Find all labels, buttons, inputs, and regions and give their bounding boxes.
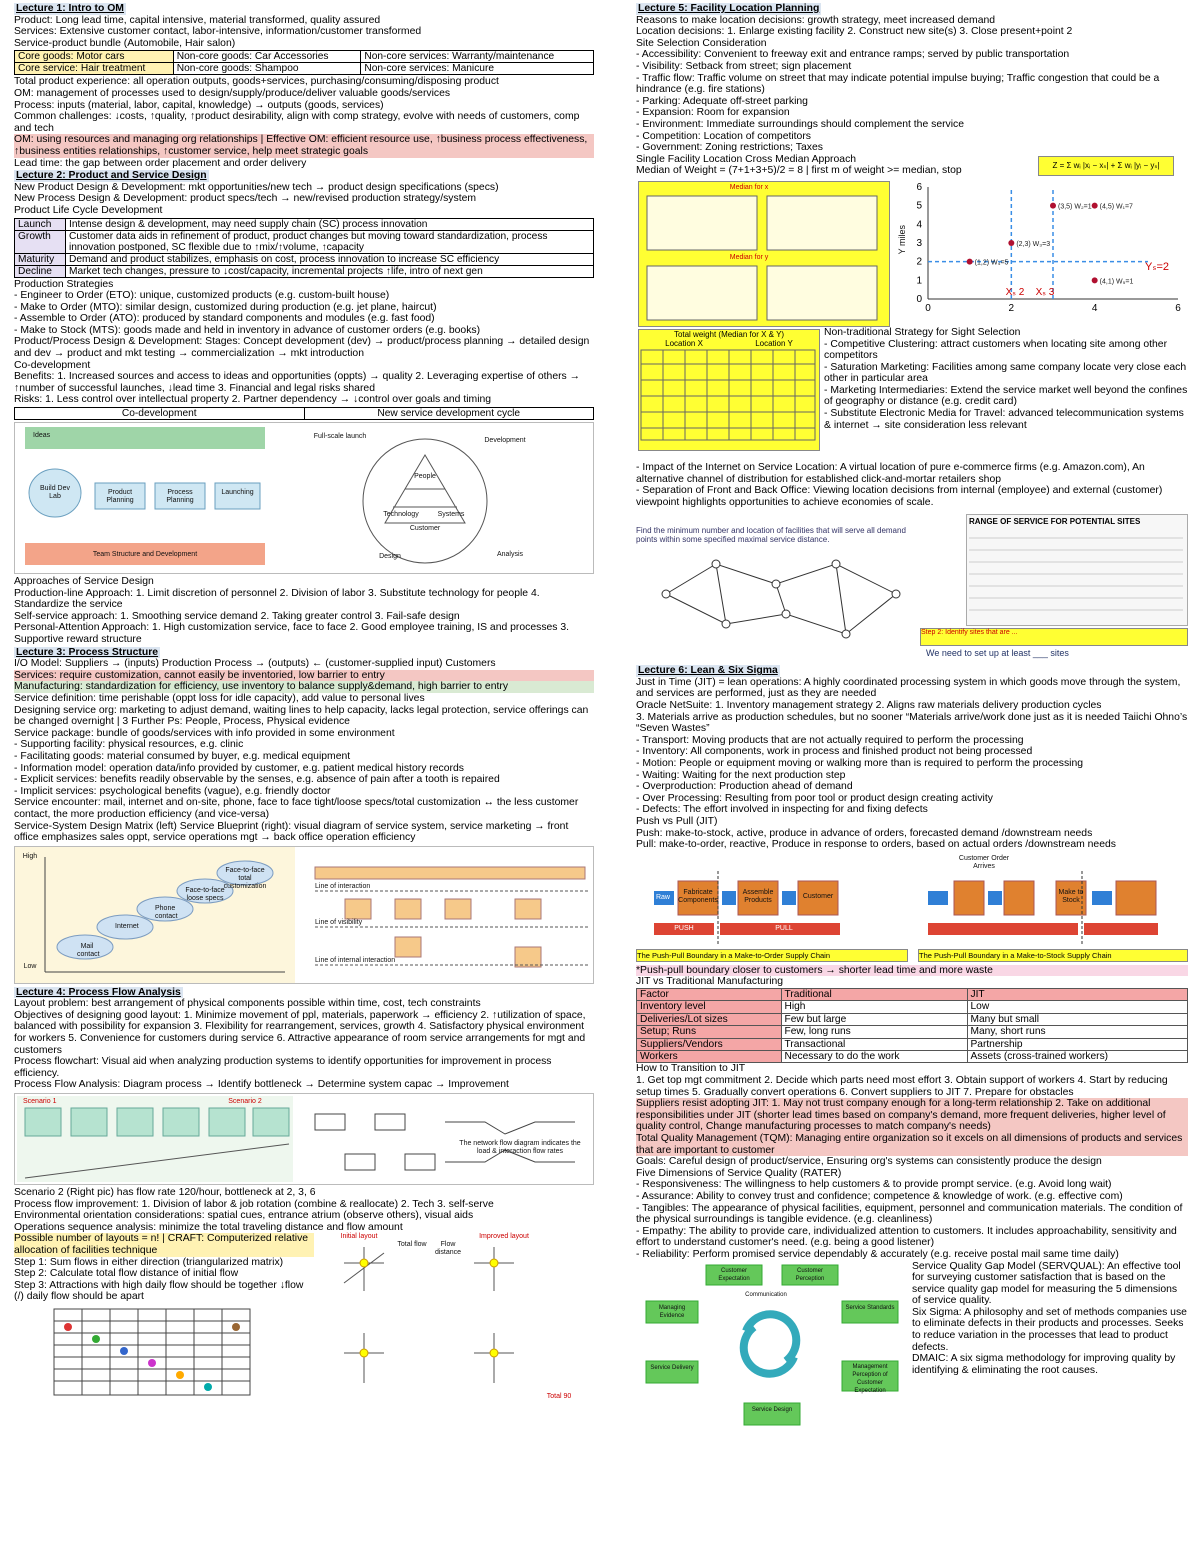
highlight-marks	[360, 1259, 498, 1357]
median-y-label: Median for y	[729, 253, 769, 261]
table-cell: Non-core goods: Car Accessories	[173, 51, 361, 63]
range-title: RANGE OF SERVICE FOR POTENTIAL SITES	[969, 517, 1141, 527]
table-row	[637, 1051, 1188, 1063]
weight-table	[638, 329, 820, 451]
gap-boxes	[646, 1265, 898, 1425]
table-cell: JIT	[967, 988, 1188, 1000]
text-line: Risks: 1. Less control over intellectual property 2. Partner dependency → ↓control over goals and timing	[14, 394, 492, 406]
fig-label: Improved layout	[479, 1233, 529, 1241]
table-cell: Partnership	[967, 1038, 1188, 1050]
fig-label: Scenario 1	[23, 1098, 57, 1106]
table-cell: Location Y	[755, 338, 793, 348]
fig-label: Product Planning	[106, 489, 134, 505]
text-line: - Over Processing: Resulting from poor tool or product design creating activity	[636, 792, 993, 804]
text-line: - Facilitating goods: material consumed by buyer, e.g. medical equipment	[14, 750, 351, 762]
flow-diagram	[15, 1094, 594, 1184]
fig-label: Customer Perception	[795, 1267, 825, 1282]
cycle-arrow	[744, 1327, 794, 1374]
table-row	[637, 1001, 1188, 1013]
plot-xline-label: Xₛ 3	[1035, 286, 1055, 298]
fig-label: Phone contact	[155, 904, 178, 920]
layout-diagram	[344, 1247, 514, 1383]
text-line: Total Quality Management (TQM): Managing entire organization so it excels on all dimensions of products and services that are important to customer	[636, 1133, 1188, 1156]
text-line: Process flowchart: Visual aid when analyzing production systems to identify opportunities for improvement in process efficiency.	[14, 1056, 552, 1079]
plot-y-tick: 3	[916, 237, 922, 249]
table-cell: New service development cycle	[304, 408, 594, 420]
process-flow-figure	[14, 1093, 594, 1185]
table-row	[637, 1026, 1188, 1038]
text-line: - Motion: People or equipment moving or walking more than is required to perform the processing	[636, 758, 1084, 770]
text-line: 1. Get top mgt commitment 2. Decide which parts need most effort 3. Obtain support of workers 4. Start by reducing setup times 5. Gradually convert operations 6. Convert suppliers to JIT 7. Prepare for obstacles	[636, 1075, 1168, 1098]
text-line: *Push-pull boundary closer to customers → shorter lead time and more waste	[636, 965, 1188, 977]
text-line: - Make to Stock (MTS): goods made and held in inventory in advance of customer orders (e.g. books)	[14, 324, 481, 336]
text-line: - Substitute Electronic Media for Travel: advanced telecommunication systems & internet → site consideration less relevant	[824, 408, 1184, 431]
table-row	[637, 1013, 1188, 1025]
fig-label: The network flow diagram indicates the load & interaction flow rates	[459, 1140, 581, 1156]
table-cell: Transactional	[781, 1038, 967, 1050]
text-line: - Assemble to Order (ATO): produced by standard components and modules (e.g. fast food)	[14, 313, 435, 325]
cycle-arrow	[746, 1314, 796, 1361]
fig-label: Service Standards	[845, 1304, 895, 1311]
text-line: Services: Extensive customer contact, labor-intensive, information/customer transformed	[14, 26, 422, 38]
text-line: Process flow improvement: 1. Division of labor & job rotation (combine & reallocate) 2. Tech 3. self-serve	[14, 1198, 494, 1210]
table-cell: Non-core services: Manicure	[361, 63, 594, 75]
text-line: Six Sigma: A philosophy and set of methods companies use to eliminate defects in their products and processes. Seeks to reduce variation in the processes that lead to product defects.	[912, 1306, 1187, 1353]
table-cell: Suppliers/Vendors	[637, 1038, 782, 1050]
craft-figures	[324, 1233, 594, 1403]
table-cell: Workers	[637, 1051, 782, 1063]
text-line: Common challenges: ↓costs, ↑quality, ↑product desirability, align with comp strategy, evolve with needs of customers, comp and tech	[14, 111, 580, 134]
text-line: Layout problem: best arrangement of physical components possible within time, cost, tech constraints	[14, 998, 481, 1010]
median-x-label: Median for x	[729, 183, 769, 191]
fig-label: Launching	[221, 489, 254, 497]
text-line: Step 1: Sum flows in either direction (triangularized matrix)	[14, 1256, 284, 1268]
text-line: Manufacturing: standardization for efficiency, use inventory to balance supply&demand, high barrier to entry	[14, 681, 594, 693]
fig-label: Full-scale launch	[313, 433, 367, 441]
text-line: - Competitive Clustering: attract customers when locating site among other competitors	[824, 338, 1168, 362]
table-cell: Decline	[15, 265, 66, 277]
sites-note: We need to set up at least ___ sites	[926, 648, 1069, 659]
craft-section	[14, 1233, 594, 1405]
service-design-figures	[14, 846, 594, 984]
fig-label: Make to Stock	[1058, 888, 1084, 904]
matrix-diagram	[15, 847, 594, 983]
table-cell: Market tech changes, pressure to ↓cost/capacity, incremental projects ↑life, intro of next gen	[66, 265, 594, 277]
location-plot-svg	[898, 177, 1188, 327]
fig-label: Customer	[409, 525, 441, 533]
text-line: - Defects: The effort involved in inspecting for and fixing defects	[636, 804, 928, 816]
blueprint-boxes	[315, 867, 585, 967]
text-line: Goals: Careful design of product/service, Ensuring org's systems can consistently produce the design	[636, 1156, 1102, 1168]
fig-label: Line of interaction	[315, 882, 371, 890]
text-line: - Assurance: Ability to convey trust and confidence; competence & knowledge of work. (e.g. effective com)	[636, 1190, 1123, 1202]
fig-label: Face-to-face loose specs	[185, 886, 225, 902]
lecture4-heading: Lecture 4: Process Flow Analysis	[16, 986, 181, 998]
text-line: Location decisions: 1. Enlarge existing facility 2. Construct new site(s) 3. Close present+point 2	[636, 26, 1073, 38]
table-cell: Traditional	[781, 988, 967, 1000]
codev-header-table	[14, 407, 594, 420]
graph-edges	[666, 564, 896, 634]
table-row	[15, 230, 594, 253]
plot-ylabel: Y miles	[897, 224, 907, 255]
table-cell: Low	[967, 1001, 1188, 1013]
fig-label: Service Design	[751, 1406, 793, 1413]
table-row	[637, 1038, 1188, 1050]
push-pull-diagram	[636, 853, 1188, 949]
text-line: Just in Time (JIT) = lean operations: A highly coordinated processing system in which goods move through the system, and services are performed, just as they are needed	[636, 676, 1181, 700]
fig-label: Development	[484, 437, 526, 445]
text-line: - Impact of the Internet on Service Location: A virtual location of pure e-commerce firms (e.g. Amazon.com), An alternative channel of distribution for established click-and-mortar retailers shop	[636, 461, 1145, 485]
text-line: Service-product bundle (Automobile, Hair salon)	[14, 37, 236, 49]
text-line: - Accessibility: Convenient to freeway exit and entrance ramps; served by public transportation	[636, 49, 1070, 61]
right-column	[636, 2, 1188, 1550]
lecture3-heading: Lecture 3: Process Structure	[16, 646, 159, 658]
table-cell: Few, long runs	[781, 1026, 967, 1038]
text-line: - Implicit services: psychological benefits (vague), e.g. friendly doctor	[14, 785, 331, 797]
jit-comparison-table	[636, 988, 1188, 1063]
text-line: - Government: Zoning restrictions; Taxes	[636, 142, 823, 154]
table-cell: Core goods: Motor cars	[15, 51, 174, 63]
gap-model-figure	[636, 1261, 904, 1429]
craft-diagrams	[324, 1233, 594, 1403]
table-cell: High	[781, 1001, 967, 1013]
table-row	[15, 218, 594, 230]
fig-label: Analysis	[496, 551, 524, 559]
text-line: OM: using resources and managing org relationships | Effective OM: efficient resource use, ↑business process effectiveness, ↑business entities relationships, ↑customer service, help meet strategic goals	[14, 134, 594, 157]
text-line: Suppliers resist adopting JIT: 1. May not trust company enough for a long-term relationship 2. Take on additional responsibilities under JIT (shorter lead times based on company's demand, more frequent deliveries, higher level of quality control, Change manufacturing processes to match company's needs)	[636, 1098, 1188, 1133]
fig-label: Assemble Products	[742, 888, 774, 904]
servqual-text	[912, 1261, 1188, 1377]
text-line: - Saturation Marketing: Facilities among same company locate very close each other in particular area	[824, 361, 1187, 385]
fig-label: PULL	[775, 924, 793, 932]
craft-steps	[14, 1233, 314, 1400]
text-line: Site Selection Consideration	[636, 37, 767, 49]
fig-label: Scenario 2	[228, 1098, 262, 1106]
table-row	[15, 265, 594, 277]
text-line: Scenario 2 (Right pic) has flow rate 120/hour, bottleneck at 2, 3, 6	[14, 1187, 316, 1199]
fig-label: Line of internal interaction	[315, 956, 396, 964]
text-line: Reasons to make location decisions: growth strategy, meet increased demand	[636, 14, 996, 26]
fig-label: Mail contact	[77, 942, 100, 958]
fig-label: Total 90	[546, 1393, 572, 1401]
text-line: - Explicit services: benefits readily observable by the senses, e.g. absence of pain after a tooth is repaired	[14, 774, 500, 786]
fig-label: Process Planning	[166, 489, 194, 505]
text-line: Oracle NetSuite: 1. Inventory management strategy 2. Aligns raw materials delivery production cycles	[636, 700, 1102, 712]
fig-label: Low	[23, 962, 37, 970]
table-cell: Core service: Hair treatment	[15, 63, 174, 75]
text-line: Step 3: Attractions with high daily flow should be together ↓flow (/) daily flow should be apart	[14, 1279, 304, 1303]
text-line: - Supporting facility: physical resources, e.g. clinic	[14, 739, 244, 751]
plot-y-tick: 0	[916, 293, 922, 305]
table-cell: Launch	[15, 218, 66, 230]
text-line: Push: make-to-stock, active, produce in advance of orders, forecasted demand /downstream needs	[636, 827, 1093, 839]
text-line: How to Transition to JIT	[636, 1063, 746, 1075]
text-line: DMAIC: A six sigma methodology for improving quality by identifying & eliminating the root causes.	[912, 1353, 1176, 1376]
text-line: - Tangibles: The appearance of physical facilities, equipment, personnel and communication materials. The condition of the physical surroundings is tangible evidence. (e.g. cleanliness)	[636, 1202, 1183, 1226]
text-line: Services: require customization, cannot easily be inventoried, low barrier to entry	[14, 670, 594, 682]
text-line: Service-System Design Matrix (left) Service Blueprint (right): visual diagram of service system, service marketing → front office emphasizes sales oppt, service operations mgt → back office operation efficiency	[14, 820, 569, 844]
fig-label: Total flow	[397, 1241, 427, 1249]
table-cell: Non-core services: Warranty/maintenance	[361, 51, 594, 63]
lecture2-heading: Lecture 2: Product and Service Design	[16, 170, 207, 182]
diagram-shape	[25, 427, 265, 449]
product-life-cycle-table	[14, 218, 594, 278]
fig-label: Technology	[383, 511, 419, 519]
text-line: Product Life Cycle Development	[14, 204, 163, 216]
median-figures	[636, 177, 1188, 327]
plot-x-tick: 4	[1091, 302, 1098, 314]
fig-label: Customer Expectation	[718, 1267, 750, 1282]
text-line: - Traffic flow: Traffic volume on street that may indicate potential impulse buying; Traffic congestion that could be a hindrance (e.g. fire stations)	[636, 72, 1160, 96]
text-line: - Environment: Immediate surroundings should complement the service	[636, 118, 965, 130]
fig-label: People	[414, 473, 436, 481]
plot-point-label: (1,2) W₄=5	[974, 259, 1009, 267]
text-line: Operations sequence analysis: minimize the total traveling distance and flow amount	[14, 1221, 403, 1233]
table-cell: Factor	[637, 988, 782, 1000]
text-line: - Waiting: Waiting for the next production step	[636, 769, 846, 781]
plot-y-tick: 1	[916, 275, 922, 287]
text-line: - Responsiveness: The willingness to help customers & to provide prompt service. (e.g. Avoid long wait)	[636, 1179, 1112, 1191]
table-cell: Many, short runs	[967, 1026, 1188, 1038]
text-line: 3. Materials arrive as production schedules, but no sooner “Materials arrive/work done just as it is needed Taiichi Ohno’s “Seven Wastes”	[636, 711, 1188, 735]
plot-y-tick: 5	[916, 200, 922, 212]
text-line: OM: management of processes used to design/supply/produce/deliver valuable goods/services	[14, 87, 451, 99]
strategy-text	[824, 327, 1188, 431]
table-cell: Inventory level	[637, 1001, 782, 1013]
table-cell: Maturity	[15, 253, 66, 265]
push-pull-caption: The Push-Pull Boundary in a Make-to-Stock Supply Chain	[918, 949, 1188, 962]
text-line: Service Quality Gap Model (SERVQUAL): An effective tool for surveying customer satisfaction that is based on the service quality gap model for measuring the 5 dimensions of service quality.	[912, 1260, 1181, 1307]
step-note: Step 2: Identify sites that are ...	[920, 628, 1188, 646]
flow-arrows	[654, 888, 1112, 905]
weight-grid	[639, 348, 817, 444]
fig-label: PUSH	[674, 924, 694, 932]
table-row	[637, 988, 1188, 1000]
layout-matrix	[14, 1307, 254, 1397]
plot-xline-label: Xₛ 2	[1005, 286, 1025, 298]
text-line: - Make to Order (MTO): similar design, customized during production (e.g. jet plane, haircut)	[14, 301, 437, 313]
table-title: Total weight (Median for X & Y)	[673, 329, 785, 339]
text-line: Process Flow Analysis: Diagram process → Identify bottleneck → Determine system capac → Improvement	[14, 1079, 509, 1091]
text-line: Personal-Attention Approach: 1. High customization service, face to face 2. Good employee training, IS and processes 3. Supportive reward structure	[14, 622, 570, 645]
fig-label: Design	[379, 553, 401, 561]
fig-label: Customer Order Arrives	[958, 854, 1010, 870]
text-line: Service definition: time perishable (oppt loss for idle capacity), add value to personal lives	[14, 692, 425, 704]
text-line: Five Dimensions of Service Quality (RATER)	[636, 1167, 842, 1179]
bundle-table	[14, 50, 594, 75]
text-line: Push vs Pull (JIT)	[636, 816, 718, 827]
text-line: Service package: bundle of goods/services with info provided in some environment	[14, 727, 395, 739]
text-line: Environmental orientation considerations: spatial cues, entrance atrium (observe others), visual aids	[14, 1210, 474, 1222]
text-line: Self-service approach: 1. Smoothing service demand 2. Taking greater control 3. Fail-safe design	[14, 610, 460, 622]
text-line: Pull: make-to-order, reactive, Produce in response to orders, based on actual orders /downstream needs	[636, 839, 1116, 851]
fig-label: Management Perception of Customer Expectation	[852, 1363, 888, 1394]
plot-x-tick: 2	[1008, 302, 1015, 314]
median-tables	[638, 181, 890, 327]
table-grid	[969, 538, 1183, 610]
text-line: Product: Long lead time, capital intensive, material transformed, quality assured	[14, 14, 381, 26]
text-line: Step 2: Calculate total flow distance of initial flow	[14, 1268, 239, 1280]
text-line: Benefits: 1. Increased sources and access to ideas and opportunities (oppts) → quality 2. Leveraging expertise of others → ↑number of successful launches, ↓lead time 3. Financial and legal risks shared	[14, 371, 581, 394]
text-line: - Inventory: All components, work in process and finished product not being processed	[636, 746, 1033, 758]
lecture1-heading: Lecture 1: Intro to OM	[16, 3, 124, 14]
text-line: JIT vs Traditional Manufacturing	[636, 976, 784, 988]
plot-point	[1050, 203, 1056, 209]
range-table-lines	[967, 528, 1185, 620]
text-line: - Separation of Front and Back Office: Viewing location decisions from internal (employee) and external (customer) viewpoint highlights opportunities to achieve economies of scale.	[636, 485, 1163, 508]
set-covering-figure	[636, 514, 1188, 664]
table-cell: Location X	[665, 338, 703, 348]
table-cell: Co-development	[15, 408, 305, 420]
text-line: - Competition: Location of competitors	[636, 130, 811, 142]
network-graph	[656, 554, 916, 644]
fig-label: Raw	[655, 893, 670, 901]
location-plot	[898, 177, 1188, 327]
fig-label: High	[22, 852, 38, 860]
text-line: Objectives of designing good layout: 1. Minimize movement of ppl, materials, paperwork → efficiency 2. ↑utilization of space, balanced with possibility for expansion 3. Flexibility for rearrangement, services, growth 4. Satisfactory physical environment for workers 5. Convenience for customers during service 6. Attractive appearance of room service arrangements for mgt and customers	[14, 1009, 586, 1056]
text-line: - Empathy: The ability to provide care, individualized attention to customers. It includes approachability, sensitivity and effort to understand customer's need. (e.g. being a good listener)	[636, 1225, 1177, 1249]
text-line: New Process Design & Development: product specs/tech → new/revised production strategy/system	[14, 193, 477, 205]
servqual-block	[636, 1261, 1188, 1431]
left-column	[14, 2, 594, 1550]
table-cell: Non-core goods: Shampoo	[173, 63, 361, 75]
gap-model-diagram	[636, 1261, 904, 1429]
text-line: Service encounter: mail, internet and on-site, phone, face to face tight/loose specs/total customization ↔ the less customer contact, the more production efficiency (and vice-versa)	[14, 797, 579, 820]
strategy-block	[636, 327, 1188, 462]
text-line: Approaches of Service Design	[14, 576, 154, 588]
text-line: Non-traditional Strategy for Sight Selection	[824, 326, 1021, 338]
text-line: Lead time: the gap between order placement and order delivery	[14, 157, 307, 169]
plot-point-label: (4,1) W₅=1	[1099, 278, 1134, 286]
text-line: Production Strategies	[14, 278, 114, 290]
text-line: Co-development	[14, 359, 91, 371]
table-row	[15, 51, 594, 63]
cycle-diagram	[363, 439, 487, 563]
fig-label: Flow distance	[434, 1241, 462, 1257]
plot-point	[967, 259, 973, 265]
table-cell: Deliveries/Lot sizes	[637, 1013, 782, 1025]
table-row	[15, 253, 594, 265]
range-table	[966, 514, 1188, 626]
table-cell: Many but small	[967, 1013, 1188, 1025]
plot-y-tick: 2	[916, 256, 922, 268]
table-grid	[641, 350, 815, 440]
text-line: Designing service org: marketing to adjust demand, waiting lines to help capacity, lacks legal protection, service offerings can be changed overnight | 3 Further Ps: People, Process, Physical evidence	[14, 704, 589, 728]
table-cell: Customer data aids in refinement of product, product changes but moving toward standardization, process innovation postponed, SC flexible due to ↑mix/↑volume, ↑capacity	[66, 230, 594, 253]
text-line: - Parking: Adequate off-street parking	[636, 95, 808, 107]
text-line: - Visibility: Setback from street; sign placement	[636, 60, 852, 72]
text-line: Production-line Approach: 1. Limit discretion of personnel 2. Division of labor 3. Substitute technology for people 4. Standardize the service	[14, 587, 540, 611]
text-line: Possible number of layouts = n! | CRAFT: Computerized relative allocation of facilities technique	[14, 1233, 314, 1256]
text-line: - Overproduction: Production ahead of demand	[636, 781, 853, 793]
plot-point	[1092, 203, 1098, 209]
fig-label: Customer	[802, 892, 834, 900]
text-line: Process: inputs (material, labor, capital, knowledge) → outputs (goods, services)	[14, 99, 384, 111]
cross-median-block	[636, 154, 1188, 177]
plot-point-label: (4,5) W₁=7	[1099, 203, 1133, 211]
text-line: - Reliability: Perform promised service dependably & accurately (e.g. receive postal mail same time daily)	[636, 1248, 1119, 1260]
text-line: Median of Weight = (7+1+3+5)/2 = 8 | first m of weight >= median, stop	[636, 165, 962, 177]
push-pull-caption: The Push-Pull Boundary in a Make-to-Order Supply Chain	[636, 949, 908, 962]
text-line: - Marketing Intermediaries: Extend the service market well beyond the confines of geography or distance (e.g. credit card)	[824, 384, 1188, 408]
plot-point-label: (3,5) W₂=1	[1058, 203, 1092, 211]
table-cell: Assets (cross-trained workers)	[967, 1051, 1188, 1063]
fig-label: Initial layout	[340, 1233, 378, 1241]
plot-point-label: (2,3) W₃=3	[1016, 240, 1051, 248]
plot-point	[1092, 277, 1098, 283]
fig-label: Team Structure and Development	[92, 551, 198, 559]
codevelopment-figures	[14, 422, 594, 574]
plot-yline-label: Yₛ=2	[1145, 260, 1169, 273]
fig-label: Service Delivery	[650, 1364, 694, 1371]
fig-label: Internet	[115, 922, 139, 930]
table-cell: Necessary to do the work	[781, 1051, 967, 1063]
plot-point	[1008, 240, 1014, 246]
text-line: - Transport: Moving products that are not actually required to perform the processing	[636, 734, 1024, 746]
fig-label: Communication	[745, 1291, 787, 1298]
fig-label: Build Dev Lab	[40, 485, 70, 501]
plot-x-tick: 6	[1175, 302, 1181, 314]
plot-y-tick: 6	[916, 181, 922, 193]
fig-label: Systems	[437, 511, 465, 519]
text-line: Total product experience: all operation outputs, goods+services, purchasing/consuming/disposing product	[14, 76, 499, 88]
fig-label: Fabricate Components	[678, 888, 718, 904]
text-line: - Information model: operation data/info provided by customer, e.g. patient medical history records	[14, 762, 464, 774]
table-row	[15, 63, 594, 75]
plot-y-tick: 4	[916, 219, 922, 231]
table-cell: Intense design & development, may need supply chain (SC) process innovation	[66, 218, 594, 230]
table-row	[15, 408, 594, 420]
matrix-grid	[54, 1309, 250, 1395]
objective-formula: Z = Σ wᵢ |xᵢ − xₛ| + Σ wᵢ |yᵢ − yₛ|	[1038, 156, 1174, 176]
table-cell: Demand and product stabilizes, emphasis on cost, process innovation to increase SC efficiency	[66, 253, 594, 265]
table-cell: Setup; Runs	[637, 1026, 782, 1038]
set-cover-text: Find the minimum number and location of facilities that will serve all demand points within some specified maximal service distance.	[636, 526, 906, 545]
push-pull-figure	[636, 853, 1188, 963]
text-line: - Expansion: Room for expansion	[636, 107, 790, 119]
text-line: I/O Model: Suppliers → (inputs) Production Process → (outputs) ← (customer-supplied input) Customers	[14, 658, 496, 670]
text-line: Product/Process Design & Development: Stages: Concept development (dev) → product/process planning → detailed design and dev → product and mkt testing → commercialization → mkt introduction	[14, 336, 590, 360]
lecture5-heading: Lecture 5: Facility Location Planning	[638, 3, 820, 14]
table-cell: Growth	[15, 230, 66, 253]
fig-label: Managing Evidence	[658, 1304, 686, 1319]
table-cell: Few but large	[781, 1013, 967, 1025]
fig-label: Line of visibility	[315, 918, 363, 926]
text-line: Single Facility Location Cross Median Approach	[636, 153, 857, 165]
plot-x-tick: 0	[925, 302, 931, 314]
text-line: New Product Design & Development: mkt opportunities/new tech → product design specifications (specs)	[14, 181, 499, 193]
fig-label: Face-to-face total customization	[223, 866, 267, 890]
text-line: - Engineer to Order (ETO): unique, customized products (e.g. custom-built house)	[14, 290, 390, 302]
lecture6-heading: Lecture 6: Lean & Six Sigma	[638, 665, 778, 677]
table-subheader	[639, 339, 819, 348]
